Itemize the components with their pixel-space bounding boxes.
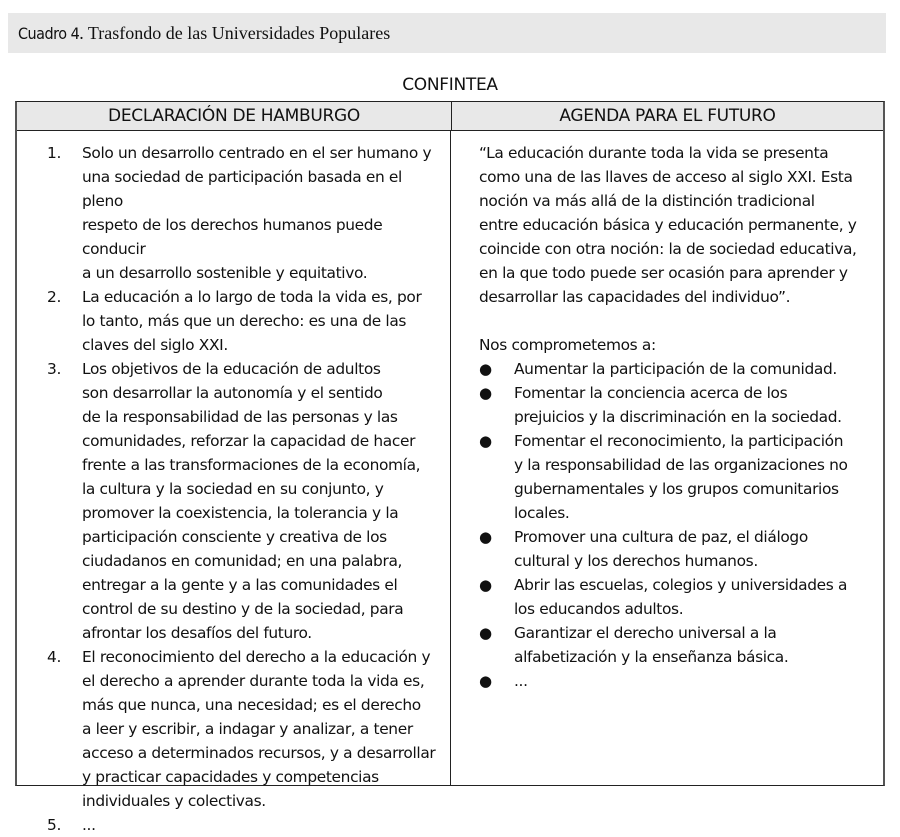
comparison-table [15, 101, 885, 834]
list-item [17, 813, 450, 837]
text-line: comunidades, reforzar la capacidad de hacer [82, 432, 416, 450]
text-line: son desarrollar la autonomía y el sentido [82, 384, 383, 402]
text-line: Promover una cultura de paz, el diálogo [514, 528, 808, 546]
bullet-text [514, 429, 883, 525]
list-item [17, 357, 450, 645]
text-line: y practicar capacidades y competencias [82, 768, 379, 786]
text-line: una sociedad de participación basada en el pleno [82, 168, 402, 210]
commitment-intro: Nos comprometemos a: [479, 336, 656, 354]
text-line: Garantizar el derecho universal a la [514, 624, 777, 642]
text-line: alfabetización y la enseñanza básica. [514, 648, 789, 666]
bullet-item [479, 381, 883, 429]
list-item [17, 141, 450, 285]
bullet-icon: ● [479, 576, 492, 594]
list-item-number: 5. [47, 816, 61, 834]
list-item-text [82, 813, 450, 837]
table-title: Trasfondo de las Universidades Populares [83, 22, 391, 43]
text-line: a un desarrollo sostenible y equitativo. [82, 264, 368, 282]
bullet-item [479, 621, 883, 669]
text-line: entre educación básica y educación permanente, y [479, 216, 857, 234]
text-line: respeto de los derechos humanos puede conducir [82, 216, 383, 258]
text-line: como una de las llaves de acceso al siglo XXI. Esta [479, 168, 853, 186]
text-line: Aumentar la participación de la comunidad. [514, 360, 837, 378]
text-line: y la responsabilidad de las organizaciones no [514, 456, 848, 474]
text-line: frente a las transformaciones de la economía, [82, 456, 421, 474]
text-line: de la responsabilidad de las personas y las [82, 408, 398, 426]
list-item-text [82, 645, 450, 813]
text-line: los educandos adultos. [514, 600, 684, 618]
text-line: lo tanto, más que un derecho: es una de las [82, 312, 407, 330]
bullet-item [479, 357, 883, 381]
text-line: más que nunca, una necesidad; es el derecho [82, 696, 421, 714]
bullet-icon: ● [479, 360, 492, 378]
table-body-row [17, 131, 883, 834]
text-line: Abrir las escuelas, colegios y universidades a [514, 576, 848, 594]
list-item-text [82, 357, 450, 645]
bullet-text [514, 621, 883, 669]
bullet-item [479, 429, 883, 525]
text-line: desarrollar las capacidades del individuo”. [479, 288, 791, 306]
table-number-label: Cuadro 4 [18, 23, 80, 43]
text-line: ... [514, 672, 528, 690]
text-line: Solo un desarrollo centrado en el ser humano y [82, 144, 432, 162]
text-line: locales. [514, 504, 570, 522]
bullet-text [514, 525, 883, 573]
bullet-icon: ● [479, 384, 492, 402]
text-line: cultural y los derechos humanos. [514, 552, 758, 570]
bullet-item [479, 573, 883, 621]
bullet-icon: ● [479, 432, 492, 450]
text-line: acceso a determinados recursos, y a desarrollar [82, 744, 436, 762]
text-line: prejuicios y la discriminación en la sociedad. [514, 408, 842, 426]
text-line: La educación a lo largo de toda la vida es, por [82, 288, 422, 306]
text-line: entregar a la gente y a las comunidades el [82, 576, 398, 594]
table-title-bar [8, 13, 886, 53]
hamburgo-column [17, 131, 451, 834]
text-line: gubernamentales y los grupos comunitarios [514, 480, 839, 498]
bullet-text [514, 669, 883, 693]
text-line: control de su destino y de la sociedad, para [82, 600, 404, 618]
text-line: “La educación durante toda la vida se presenta [479, 144, 829, 162]
bullet-text [514, 381, 883, 429]
text-line: Fomentar el reconocimiento, la participación [514, 432, 844, 450]
list-item-text [82, 285, 450, 357]
text-line: promover la coexistencia, la tolerancia y la [82, 504, 399, 522]
text-line: afrontar los desafíos del futuro. [82, 624, 312, 642]
commitment-list [479, 357, 883, 693]
bullet-text [514, 357, 883, 381]
text-line: Fomentar la conciencia acerca de los [514, 384, 788, 402]
agenda-quote [479, 141, 883, 309]
table-number-separator: . [79, 22, 84, 43]
table-caption: CONFINTEA [402, 75, 498, 95]
list-item-number: 4. [47, 648, 61, 666]
text-line: claves del siglo XXI. [82, 336, 228, 354]
text-line: en la que todo puede ser ocasión para aprender y [479, 264, 848, 282]
list-item-number: 1. [47, 144, 61, 162]
list-item [17, 645, 450, 813]
text-line: el derecho a aprender durante toda la vida es, [82, 672, 425, 690]
text-line: noción va más allá de la distinción tradicional [479, 192, 815, 210]
bullet-text [514, 573, 883, 621]
list-item-text [82, 141, 450, 285]
text-line: coincide con otra noción: la de sociedad educativa, [479, 240, 857, 258]
bullet-item [479, 669, 883, 693]
text-line: participación consciente y creativa de los [82, 528, 387, 546]
text-line: a leer y escribir, a indagar y analizar, a tener [82, 720, 413, 738]
text-line: ciudadanos en comunidad; en una palabra, [82, 552, 403, 570]
spacer [479, 309, 883, 333]
text-line: Los objetivos de la educación de adultos [82, 360, 381, 378]
text-line: El reconocimiento del derecho a la educación y [82, 648, 431, 666]
bullet-item [479, 525, 883, 573]
text-line: ... [82, 816, 96, 834]
list-item-number: 3. [47, 360, 61, 378]
table-header-row [17, 102, 883, 131]
bullet-icon: ● [479, 624, 492, 642]
text-line: individuales y colectivas. [82, 792, 266, 810]
text-line: la cultura y la sociedad en su conjunto, y [82, 480, 384, 498]
bullet-icon: ● [479, 528, 492, 546]
list-item-number: 2. [47, 288, 61, 306]
agenda-column [451, 131, 883, 786]
bullet-icon: ● [479, 672, 492, 690]
header-declaracion-hamburgo: DECLARACIÓN DE HAMBURGO [17, 102, 452, 130]
header-agenda-futuro: AGENDA PARA EL FUTURO [559, 106, 776, 126]
list-item [17, 285, 450, 357]
